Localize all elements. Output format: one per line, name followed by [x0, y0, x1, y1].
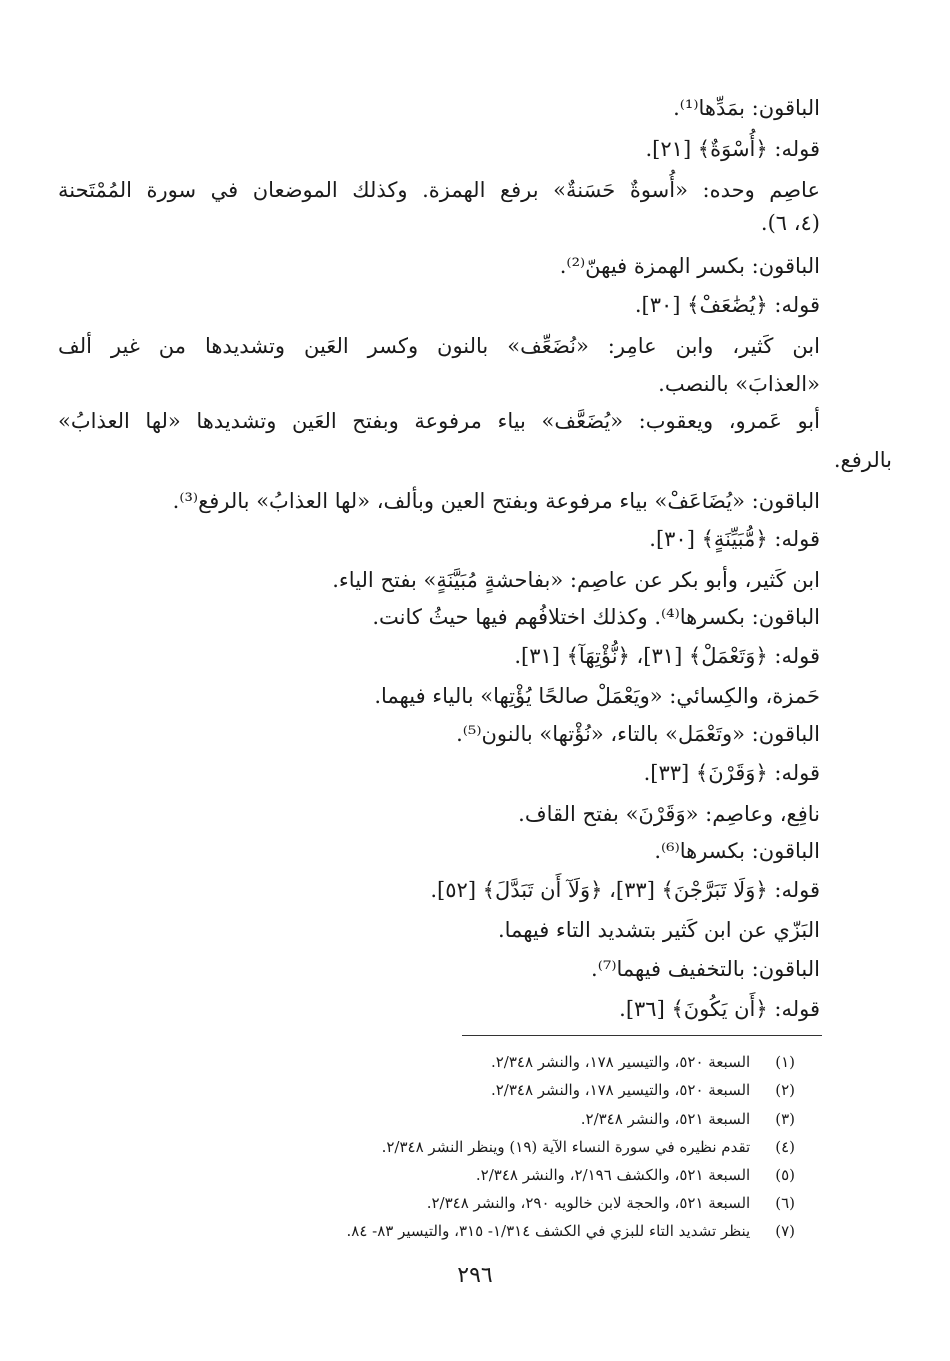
text-line: الباقون: «وتَعْمَل» بالتاء، «نُؤْتها» بالنون⁽⁵⁾. [456, 722, 820, 746]
footnote-number: (٢) [775, 1081, 795, 1099]
footnote-text: السبعة ٥٢١، والحجة لابن خالويه ٢٩٠، والنشر ٢/٣٤٨. [426, 1194, 751, 1212]
footnote-number: (٦) [775, 1194, 795, 1212]
text-line: الباقون: بمَدِّها⁽¹⁾. [673, 96, 820, 120]
page-number: ٢٩٦ [457, 1263, 493, 1288]
footnote-text: السبعة ٥٢٠، والتيسير ١٧٨، والنشر ٢/٣٤٨. [490, 1081, 751, 1099]
text-line: قوله: ﴿أُسْوَةٌ﴾ [٢١]. [645, 137, 820, 161]
text-line: الباقون: بكسر الهمزة فيهنّ⁽²⁾. [559, 254, 820, 278]
footnote-text: السبعة ٥٢١، والكشف ٢/١٩٦، والنشر ٢/٣٤٨. [475, 1166, 751, 1184]
footnote-number: (٥) [775, 1166, 795, 1184]
footnote-text: ينظر تشديد التاء للبزي في الكشف ١/٣١٤- ٣١٥، والتيسير ٨٣- ٨٤. [346, 1222, 751, 1240]
text-line: قوله: ﴿يُضَٰعَفْ﴾ [٣٠]. [634, 293, 820, 317]
footnote [427, 1191, 795, 1215]
footnote-text: تقدم نظيره في سورة النساء الآية (١٩) وينظر النشر ٢/٣٤٨. [381, 1138, 751, 1156]
footnote [346, 1219, 795, 1243]
text-line: قوله: ﴿وَقَرْنَ﴾ [٣٣]. [643, 761, 820, 785]
footnote-text: السبعة ٥٢٠، والتيسير ١٧٨، والنشر ٢/٣٤٨. [490, 1053, 751, 1071]
text-line: قوله: ﴿مُّبَيِّنَةٍ﴾ [٣٠]. [649, 527, 820, 551]
text-line: عاصِم وحده: «أُسوةٌ حَسَنةٌ» برفع الهمزة. وكذلك الموضعان في سورة المُمْتَحنة [58, 178, 820, 202]
text-line: بالرفع. [833, 448, 892, 472]
footnote [581, 1107, 795, 1131]
footnote-number: (١) [775, 1053, 795, 1071]
footnote [476, 1163, 795, 1187]
footnote-number: (٣) [775, 1110, 795, 1128]
text-line: الباقون: «يُضَاعَفْ» بياء مرفوعة وبفتح العين وبألف، «لها العذابُ» بالرفع⁽³⁾. [172, 489, 820, 513]
text-line: (٤، ٦). [760, 211, 820, 235]
text-line: ابن كَثير، وأبو بكر عن عاصِم: «بفاحشةٍ مُبَيَّنَةٍ» بفتح الياء. [332, 568, 820, 592]
text-line: نافِع، وعاصِم: «وَقَرْنَ» بفتح القاف. [518, 802, 820, 826]
footnote-separator [462, 1035, 822, 1036]
footnote [382, 1135, 795, 1159]
footnote-number: (٤) [775, 1138, 795, 1156]
text-line: حَمزة، والكِسائي: «ويَعْمَلْ صالحًا يُؤْتِها» بالياء فيهما. [374, 684, 820, 708]
text-line: قوله: ﴿وَلَا تَبَرَّجْنَ﴾ [٣٣]، ﴿وَلَآ أَن تَبَدَّلَ﴾ [٥٢]. [430, 878, 820, 902]
text-line: الباقون: بكسرها⁽⁴⁾. وكذلك اختلافُهم فيها حيثُ كانت. [372, 605, 820, 629]
footnote-text: السبعة ٥٢١، والنشر ٢/٣٤٨. [580, 1110, 751, 1128]
text-line: ابن كَثير، وابن عامِر: «نُضَعِّف» بالنون وكسر العَين وتشديدها من غير ألف [58, 334, 820, 358]
text-line: الباقون: بالتخفيف فيهما⁽⁷⁾. [591, 957, 820, 981]
text-line: «العذابَ» بالنصب. [658, 372, 820, 396]
footnote-number: (٧) [775, 1222, 795, 1240]
text-line: قوله: ﴿وَتَعْمَلْ﴾ [٣١]، ﴿نُّؤْتِهَآ﴾ [٣١]. [514, 644, 820, 668]
footnote [491, 1078, 795, 1102]
text-line: الباقون: بكسرها⁽⁶⁾. [654, 839, 820, 863]
text-line: قوله: ﴿أَن يَكُونَ﴾ [٣٦]. [619, 997, 820, 1021]
text-line: البَزّي عن ابن كَثير بتشديد التاء فيهما. [497, 918, 820, 942]
text-line: أبو عَمرو، ويعقوب: «يُضَعَّف» بياء مرفوعة وبفتح العَين وتشديدها «لها العذابُ» [58, 409, 820, 433]
footnote [491, 1050, 795, 1074]
